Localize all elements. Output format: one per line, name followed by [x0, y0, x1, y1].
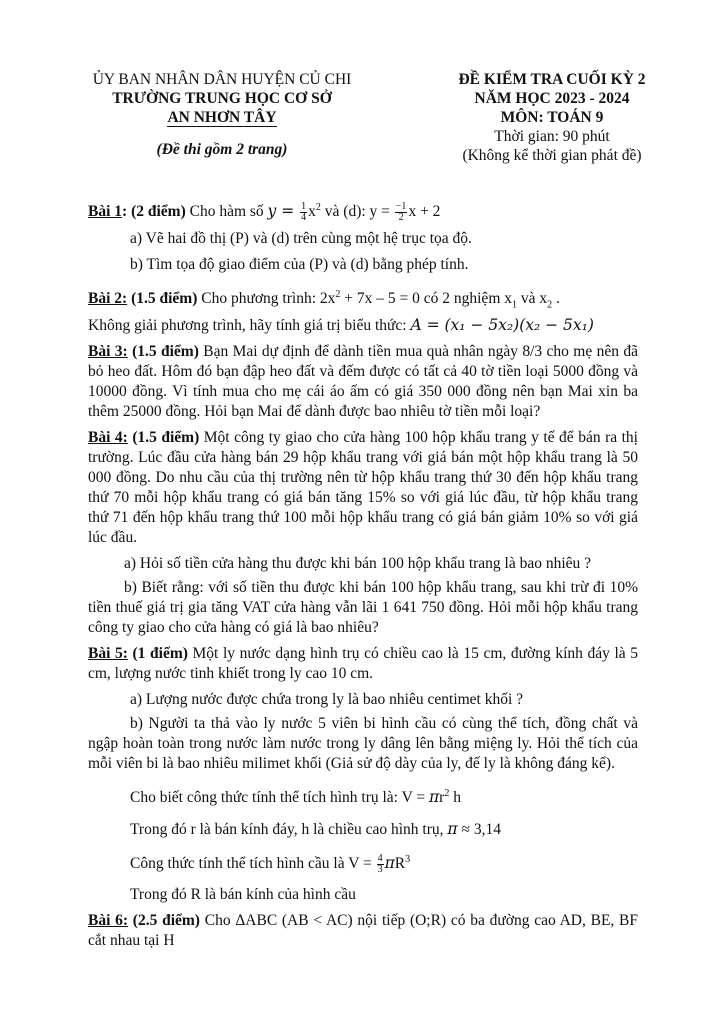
fraction-four-thirds: $\frac{4}{3}$ [377, 852, 383, 875]
district-name: ỦY BAN NHÂN DÂN HUYỆN CỦ CHI [92, 71, 352, 88]
problem-6-label: Bài 6: [88, 911, 129, 929]
problem-1a: a) Vẽ hai đồ thị (P) và (d) trên cùng một hệ trục tọa độ. [130, 230, 472, 248]
problem-6-text: Cho ΔABC (AB < AC) nội tiếp (O;R) có ba đường cao AD, BE, BF cắt nhau tại H [88, 911, 639, 949]
problem-1-intro: Cho hàm số [185, 203, 268, 221]
problem-1-label: Bài 1 [88, 203, 123, 221]
problem-1: Bài 1: (2 điểm) Cho hàm số y = $\frac{1}{4}$ $x^2$ và (d): y = $\frac{-1}{2}$ x + 2 [88, 201, 441, 224]
problem-2: Bài 2: (1.5 điểm) Cho phương trình: $2x^2 + 7x - 5 = 0$ có 2 nghiệm $x_1$ và $x_2$ . Không giải phương trình, hãy tính giá trị biểu thức: A = (x₁ − 5x₂)(x₂ − 5x₁) [88, 289, 594, 335]
problem-4-points: (1.5 điểm) [127, 429, 200, 447]
fraction-one-quarter: $\frac{1}{4}$ [301, 201, 307, 224]
problem-3-text: Bạn Mai dự định để dành tiền mua quà nhân ngày 8/3 cho mẹ nên đã bỏ heo đất. Hôm đó bạn đập heo đất và đếm được có tất cả 40 tờ tiền loại 5000 đồng và 10000 đồng. Vì tính mua cho mẹ cái áo ấm có giá 350 000 đồng nên bạn Mai xin ba thêm 25000 đồng. Hỏi bạn Mai để dành được bao nhiêu tờ tiền mỗi loại? [88, 343, 638, 421]
header-right [436, 70, 668, 165]
problem-5-label: Bài 5: [88, 645, 128, 663]
header-left [72, 70, 372, 159]
problem-4-label: Bài 4: [88, 429, 128, 447]
problem-5b: b) Người ta thả vào ly nước 5 viên bi hình cầu có cùng thể tích, đồng chất và ngập hoàn toàn trong nước làm nước trong ly dâng lên bằng miệng ly. Hỏi thể tích của mỗi viên bi là bao nhiêu milimet khối (Giả sử độ dày của ly, đế ly là không đáng kể). [88, 715, 638, 773]
problem-1-tail: x + 2 [408, 203, 441, 221]
duration-note: (Không kể thời gian phát đề) [462, 147, 642, 164]
problem-4 [88, 428, 638, 548]
problem-3-label: Bài 3: [88, 343, 128, 361]
problem-1b: b) Tìm tọa độ giao điểm của (P) và (d) bằng phép tính. [130, 256, 469, 274]
problem-6 [88, 911, 638, 951]
problem-1-y: y = [267, 202, 300, 221]
school-year: NĂM HỌC 2023 - 2024 [474, 90, 630, 107]
school-name: AN NHƠN TÂY [167, 109, 277, 126]
problem-5-points: (1 điểm) [127, 645, 188, 663]
school-type: TRƯỜNG TRUNG HỌC CƠ SỞ [112, 90, 332, 107]
cylinder-formula-note: Trong đó r là bán kính đáy, h là chiều cao hình trụ, π ≈ 3,14 [130, 819, 501, 838]
problem-4a: a) Hỏi số tiền cửa hàng thu được khi bán 100 hộp khẩu trang là bao nhiêu ? [124, 555, 592, 573]
problem-5 [88, 644, 638, 684]
problem-2-label: Bài 2: [88, 290, 128, 308]
duration: Thời gian: 90 phút [494, 128, 610, 145]
problem-1-x: x [308, 203, 316, 221]
problem-4-text: Một công ty giao cho cửa hàng 100 hộp khẩu trang y tế để bán ra thị trường. Lúc đầu cửa hàng bán 29 hộp khẩu trang với giá bán một hộp khẩu trang là 50 000 đồng. Do nhu cầu của thị trường nên từ hộp khẩu trang thứ 30 đến hộp khẩu trang thứ 70 mỗi hộp khẩu trang có giá bán tăng 15% so với giá lúc đầu, từ hộp khẩu trang thứ 71 đến hộp khẩu trang thứ 100 mỗi hộp khẩu trang có giá bán giảm 10% so với giá lúc đầu. [88, 429, 638, 547]
page-count-note: (Đề thi gồm 2 trang) [156, 141, 288, 158]
fraction-neg-half: $\frac{-1}{2}$ [395, 201, 407, 224]
cylinder-formula: Cho biết công thức tính thể tích hình trụ là: $V = \pi r^2$ h [130, 788, 461, 807]
subject: MÔN: TOÁN 9 [500, 109, 604, 126]
sphere-formula-note: Trong đó R là bán kính của hình cầu [130, 885, 356, 903]
problem-3-points: (1.5 điểm) [127, 343, 199, 361]
problem-1-points: : (2 điểm) [122, 203, 186, 221]
problem-2-question: Không giải phương trình, hãy tính giá trị biểu thức: [88, 317, 411, 335]
exam-title: ĐỀ KIỂM TRA CUỐI KỲ 2 [458, 71, 646, 88]
problem-3 [88, 342, 638, 422]
problem-2-expression: A = (x₁ − 5x₂)(x₂ − 5x₁) [410, 316, 594, 335]
problem-5-text: Một ly nước dạng hình trụ có chiều cao là 15 cm, đường kính đáy là 5 cm, lượng nước tinh khiết trong ly cao 10 cm. [88, 645, 639, 683]
problem-4b: b) Biết rằng: với số tiền thu được khi bán 100 hộp khẩu trang, sau khi trừ đi 10% tiền thuế giá trị gia tăng VAT cửa hàng vẫn lãi 1 641 750 đồng. Hỏi mỗi hộp khẩu trang công ty giao cho cửa hàng có giá là bao nhiêu? [88, 579, 638, 637]
problem-6-points: (2.5 điểm) [128, 911, 200, 929]
problem-1-line-d: và (d): y = [320, 203, 394, 221]
problem-5a: a) Lượng nước được chứa trong ly là bao nhiêu centimet khối ? [130, 691, 524, 709]
sphere-formula: Công thức tính thể tích hình cầu là V = $\frac{4}{3}$ $\pi R^3$ [130, 852, 411, 875]
problem-2-points: (1.5 điểm) [127, 290, 198, 308]
exam-body [88, 198, 638, 951]
